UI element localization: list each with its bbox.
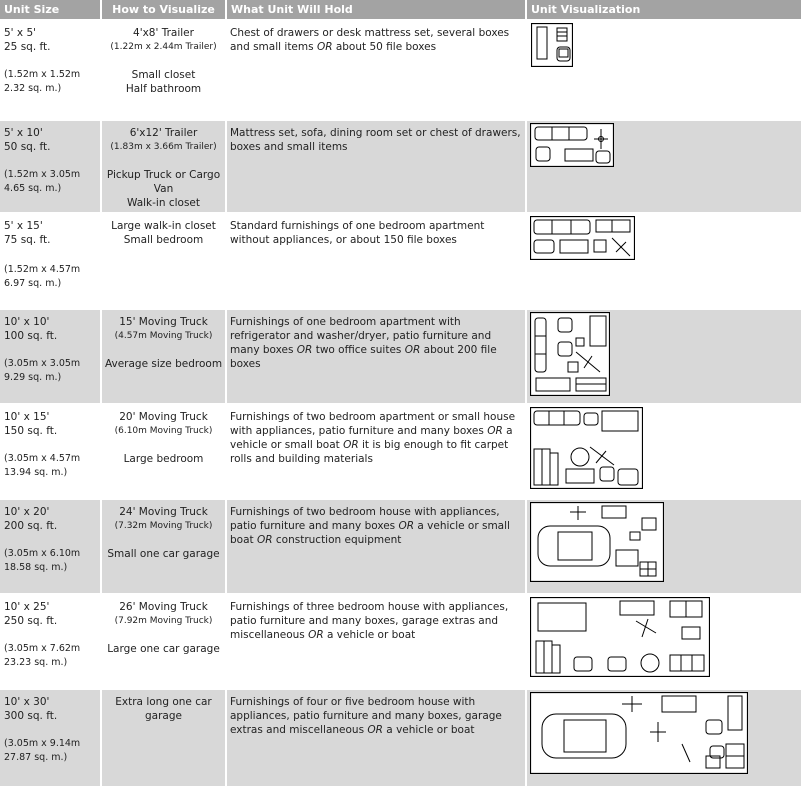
unit-visualization-cell	[526, 689, 802, 786]
unit-5x10-layout-icon	[530, 123, 614, 167]
unit-visualization-cell	[526, 120, 802, 213]
unit-metric-area: 27.87 sq. m.)	[4, 752, 68, 763]
unit-size-cell	[0, 594, 101, 689]
unit-metric-dimensions: (3.05m x 4.57m	[4, 453, 81, 464]
unit-10x15-layout-icon	[530, 407, 643, 489]
what-unit-will-hold-cell: Furnishings of two bedroom house with appliances, patio furniture and many boxes OR a vehicle or small boat OR construction equipment	[226, 499, 526, 594]
comparison-main: 20' Moving Truck	[119, 411, 208, 423]
comparison-main: 4'x8' Trailer	[133, 27, 194, 39]
table-row	[0, 689, 802, 786]
comparison-sub: (1.22m x 2.44m Trailer)	[110, 42, 217, 52]
comparison-extra: Pickup Truck or Cargo Van	[106, 169, 221, 195]
table-row	[0, 594, 802, 689]
how-to-visualize-cell	[101, 594, 226, 689]
unit-square-feet: 250 sq. ft.	[4, 615, 58, 627]
unit-dimensions: 10' x 10'	[4, 316, 50, 328]
comparison-main: Large walk-in closet	[111, 220, 216, 232]
comparison-main: 26' Moving Truck	[119, 601, 208, 613]
comparison-main: 24' Moving Truck	[119, 506, 208, 518]
unit-visualization-cell	[526, 309, 802, 404]
comparison-extra: Large bedroom	[123, 453, 204, 465]
unit-square-feet: 300 sq. ft.	[4, 710, 58, 722]
unit-metric-area: 4.65 sq. m.)	[4, 183, 62, 194]
comparison-extra: Small one car garage	[107, 548, 220, 560]
comparison-sub: (7.92m Moving Truck)	[114, 616, 213, 626]
table-row	[0, 499, 802, 594]
unit-10x10-layout-icon	[530, 312, 610, 396]
table-header-row	[0, 0, 802, 20]
unit-square-feet: 200 sq. ft.	[4, 520, 58, 532]
unit-10x20-layout-icon	[530, 502, 664, 582]
what-unit-will-hold-cell: Furnishings of four or five bedroom house with appliances, patio furniture and many boxes, garage extras and miscellaneous OR a vehicle or boat	[226, 689, 526, 786]
header-what-unit-will-hold: What Unit Will Hold	[226, 0, 526, 20]
unit-metric-area: 23.23 sq. m.)	[4, 657, 68, 668]
table-row	[0, 120, 802, 213]
unit-size-cell	[0, 213, 101, 309]
unit-metric-area: 2.32 sq. m.)	[4, 83, 62, 94]
unit-5x15-layout-icon	[530, 216, 635, 260]
what-unit-will-hold-cell: Furnishings of three bedroom house with appliances, patio furniture and many boxes, garage extras and miscellaneous OR a vehicle or boat	[226, 594, 526, 689]
header-unit-visualization: Unit Visualization	[526, 0, 802, 20]
unit-metric-dimensions: (3.05m x 9.14m	[4, 738, 81, 749]
unit-visualization-cell	[526, 404, 802, 499]
unit-metric-area: 18.58 sq. m.)	[4, 562, 68, 573]
comparison-sub: (4.57m Moving Truck)	[114, 331, 213, 341]
comparison-main: Extra long one car garage	[115, 696, 212, 722]
what-unit-will-hold-cell: Standard furnishings of one bedroom apartment without appliances, or about 150 file boxes	[226, 213, 526, 309]
comparison-sub: (6.10m Moving Truck)	[114, 426, 213, 436]
how-to-visualize-cell	[101, 213, 226, 309]
unit-visualization-cell	[526, 20, 802, 120]
header-unit-size: Unit Size	[0, 0, 101, 20]
unit-metric-area: 9.29 sq. m.)	[4, 372, 62, 383]
unit-10x30-layout-icon	[530, 692, 748, 774]
how-to-visualize-cell	[101, 689, 226, 786]
unit-dimensions: 5' x 15'	[4, 220, 43, 232]
how-to-visualize-cell	[101, 499, 226, 594]
comparison-extra: Average size bedroom	[104, 358, 223, 370]
what-unit-will-hold-cell: Furnishings of one bedroom apartment with refrigerator and washer/dryer, patio furniture and many boxes OR two office suites OR about 200 file boxes	[226, 309, 526, 404]
unit-square-feet: 25 sq. ft.	[4, 41, 51, 53]
comparison-sub: Small bedroom	[123, 234, 204, 246]
table-row	[0, 213, 802, 309]
unit-dimensions: 10' x 25'	[4, 601, 50, 613]
unit-size-cell	[0, 689, 101, 786]
comparison-extra: Half bathroom	[125, 83, 202, 95]
comparison-main: 15' Moving Truck	[119, 316, 208, 328]
unit-dimensions: 5' x 10'	[4, 127, 43, 139]
comparison-extra: Walk-in closet	[126, 197, 200, 209]
what-unit-will-hold-cell: Mattress set, sofa, dining room set or chest of drawers, boxes and small items	[226, 120, 526, 213]
how-to-visualize-cell	[101, 404, 226, 499]
comparison-extra: Large one car garage	[107, 643, 220, 655]
unit-square-feet: 50 sq. ft.	[4, 141, 51, 153]
unit-square-feet: 75 sq. ft.	[4, 234, 51, 246]
what-unit-will-hold-cell: Furnishings of two bedroom apartment or small house with appliances, patio furniture and many boxes OR a vehicle or small boat OR it is big enough to fit carpet rolls and building materials	[226, 404, 526, 499]
unit-metric-area: 6.97 sq. m.)	[4, 278, 62, 289]
comparison-sub: (1.83m x 3.66m Trailer)	[110, 142, 217, 152]
how-to-visualize-cell	[101, 120, 226, 213]
unit-square-feet: 150 sq. ft.	[4, 425, 58, 437]
unit-square-feet: 100 sq. ft.	[4, 330, 58, 342]
unit-dimensions: 5' x 5'	[4, 27, 37, 39]
unit-size-cell	[0, 20, 101, 120]
header-how-to-visualize: How to Visualize	[101, 0, 226, 20]
unit-visualization-cell	[526, 499, 802, 594]
unit-metric-dimensions: (1.52m x 3.05m	[4, 169, 81, 180]
unit-metric-dimensions: (1.52m x 1.52m	[4, 69, 81, 80]
unit-dimensions: 10' x 20'	[4, 506, 50, 518]
unit-size-cell	[0, 309, 101, 404]
comparison-main: 6'x12' Trailer	[129, 127, 198, 139]
unit-dimensions: 10' x 15'	[4, 411, 50, 423]
what-unit-will-hold-cell: Chest of drawers or desk mattress set, several boxes and small items OR about 50 file boxes	[226, 20, 526, 120]
how-to-visualize-cell	[101, 20, 226, 120]
table-row	[0, 309, 802, 404]
table-row	[0, 20, 802, 120]
unit-metric-dimensions: (3.05m x 6.10m	[4, 548, 81, 559]
unit-5x5-layout-icon	[531, 23, 573, 67]
unit-metric-area: 13.94 sq. m.)	[4, 467, 68, 478]
unit-dimensions: 10' x 30'	[4, 696, 50, 708]
unit-size-cell	[0, 499, 101, 594]
unit-visualization-cell	[526, 594, 802, 689]
comparison-extra: Small closet	[131, 69, 196, 81]
unit-visualization-cell	[526, 213, 802, 309]
unit-10x25-layout-icon	[530, 597, 710, 677]
unit-size-cell	[0, 120, 101, 213]
table-row	[0, 404, 802, 499]
unit-metric-dimensions: (3.05m x 3.05m	[4, 358, 81, 369]
comparison-sub: (7.32m Moving Truck)	[114, 521, 213, 531]
unit-size-cell	[0, 404, 101, 499]
how-to-visualize-cell	[101, 309, 226, 404]
unit-metric-dimensions: (3.05m x 7.62m	[4, 643, 81, 654]
unit-metric-dimensions: (1.52m x 4.57m	[4, 264, 81, 275]
